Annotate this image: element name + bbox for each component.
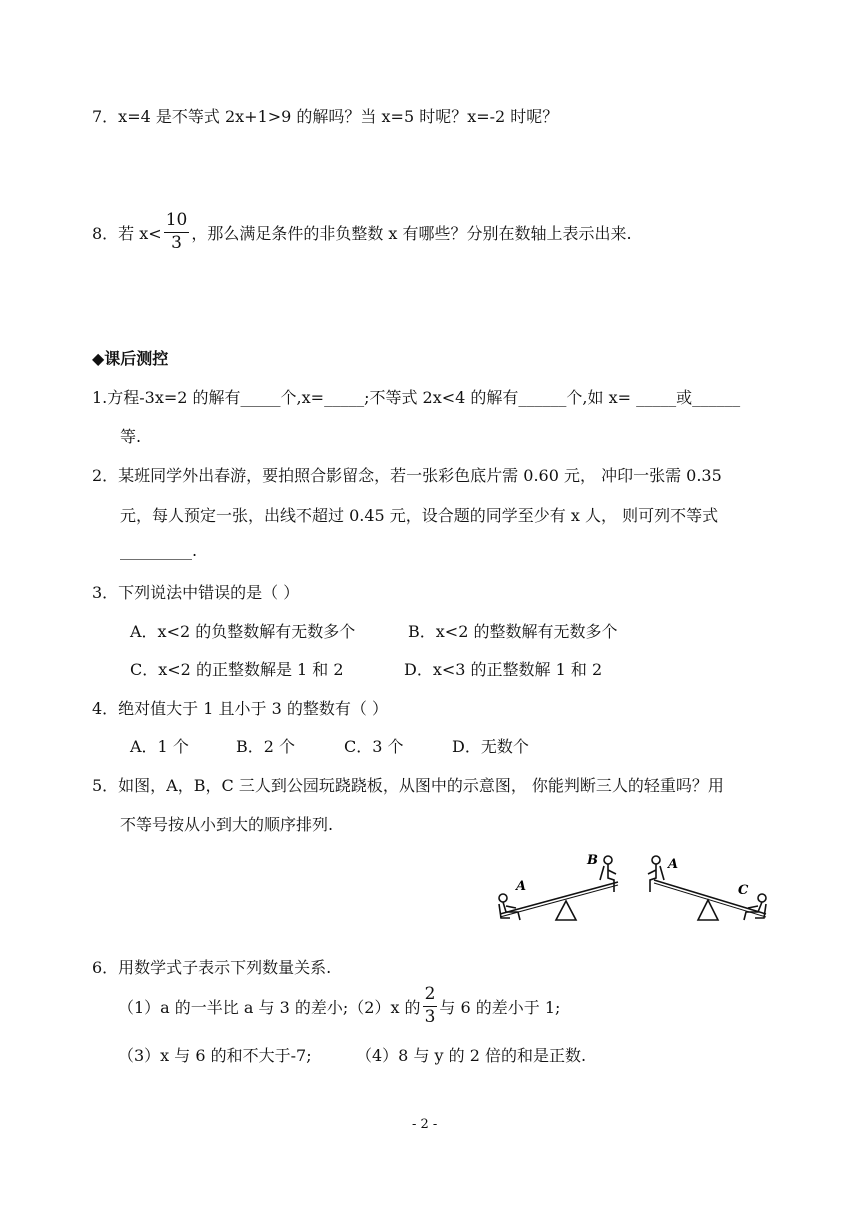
question-8-prefix: 8．若 x< [92,223,162,243]
page-number: - 2 - [412,1117,438,1132]
problem-3-option-b: B．x<2 的整数解有无数多个 [408,622,618,641]
fraction-numerator: 10 [164,212,190,233]
problem-5-line-1: 5．如图，A，B，C 三人到公园玩跷跷板，从图中的示意图， 你能判断三人的轻重吗？用 [92,776,724,795]
seesaw-right-fulcrum [698,900,718,920]
fraction-numerator: 2 [423,986,438,1007]
problem-2-line-3: _________. [120,541,198,560]
fraction-denominator: 3 [424,1006,436,1027]
fraction-denominator: 3 [171,232,182,253]
problem-6-line-1-suffix: 与 6 的差小于 1; [439,997,561,1017]
section-title: ◆课后测控 [92,349,169,368]
problem-6-line-1 [118,986,560,1027]
problem-4-stem: 4．绝对值大于 1 且小于 3 的整数有（ ） [92,699,388,718]
problem-4-option-a: A．1 个 [130,737,189,756]
label-b: B [587,853,598,868]
problem-4-option-b: B．2 个 [236,737,296,756]
question-8 [92,212,632,253]
problem-4-option-d: D．无数个 [452,737,529,756]
problem-6-line-1-prefix: （1）a 的一半比 a 与 3 的差小;（2）x 的 [118,997,421,1017]
label-a-left: A [516,879,527,894]
question-8-suffix: ，那么满足条件的非负整数 x 有哪些？分别在数轴上表示出来. [191,223,632,243]
problem-3-stem: 3．下列说法中错误的是（ ） [92,583,300,602]
seesaw-left-fulcrum [556,901,576,920]
problem-1-line-2: 等. [120,427,142,446]
problem-2-line-1: 2．某班同学外出春游，要拍照合影留念，若一张彩色底片需 0.60 元， 冲印一张需 0.35 [92,466,722,485]
problem-6-item-4: （4）8 与 y 的 2 倍的和是正数. [356,1046,587,1065]
label-a-right: A [668,857,679,872]
problem-1-line-1: 1.方程-3x=2 的解有_____个,x=_____;不等式 2x<4 的解有______个,如 x= _____或______ [92,388,741,407]
problem-6-item-3: （3）x 与 6 的和不大于-7; [118,1046,312,1065]
problem-3-option-a: A．x<2 的负整数解有无数多个 [130,622,356,641]
problem-4-option-c: C．3 个 [344,737,404,756]
label-c: C [738,883,749,898]
problem-2-line-2: 元，每人预定一张，出线不超过 0.45 元，设合题的同学至少有 x 人， 则可列不等式 [120,506,719,525]
problem-3-option-c: C．x<2 的正整数解是 1 和 2 [130,660,344,679]
problem-3-option-d: D．x<3 的正整数解 1 和 2 [404,660,603,679]
person-a-right-icon [648,856,664,892]
fraction-10-over-3 [164,212,190,253]
seesaw-figure [490,846,780,930]
problem-5-line-2: 不等号按从小到大的顺序排列. [120,815,334,834]
fraction-2-over-3 [423,986,438,1027]
problem-6-stem: 6．用数学式子表示下列数量关系. [92,958,332,977]
question-7: 7．x=4 是不等式 2x+1>9 的解吗？当 x=5 时呢？x=-2 时呢？ [92,107,559,126]
